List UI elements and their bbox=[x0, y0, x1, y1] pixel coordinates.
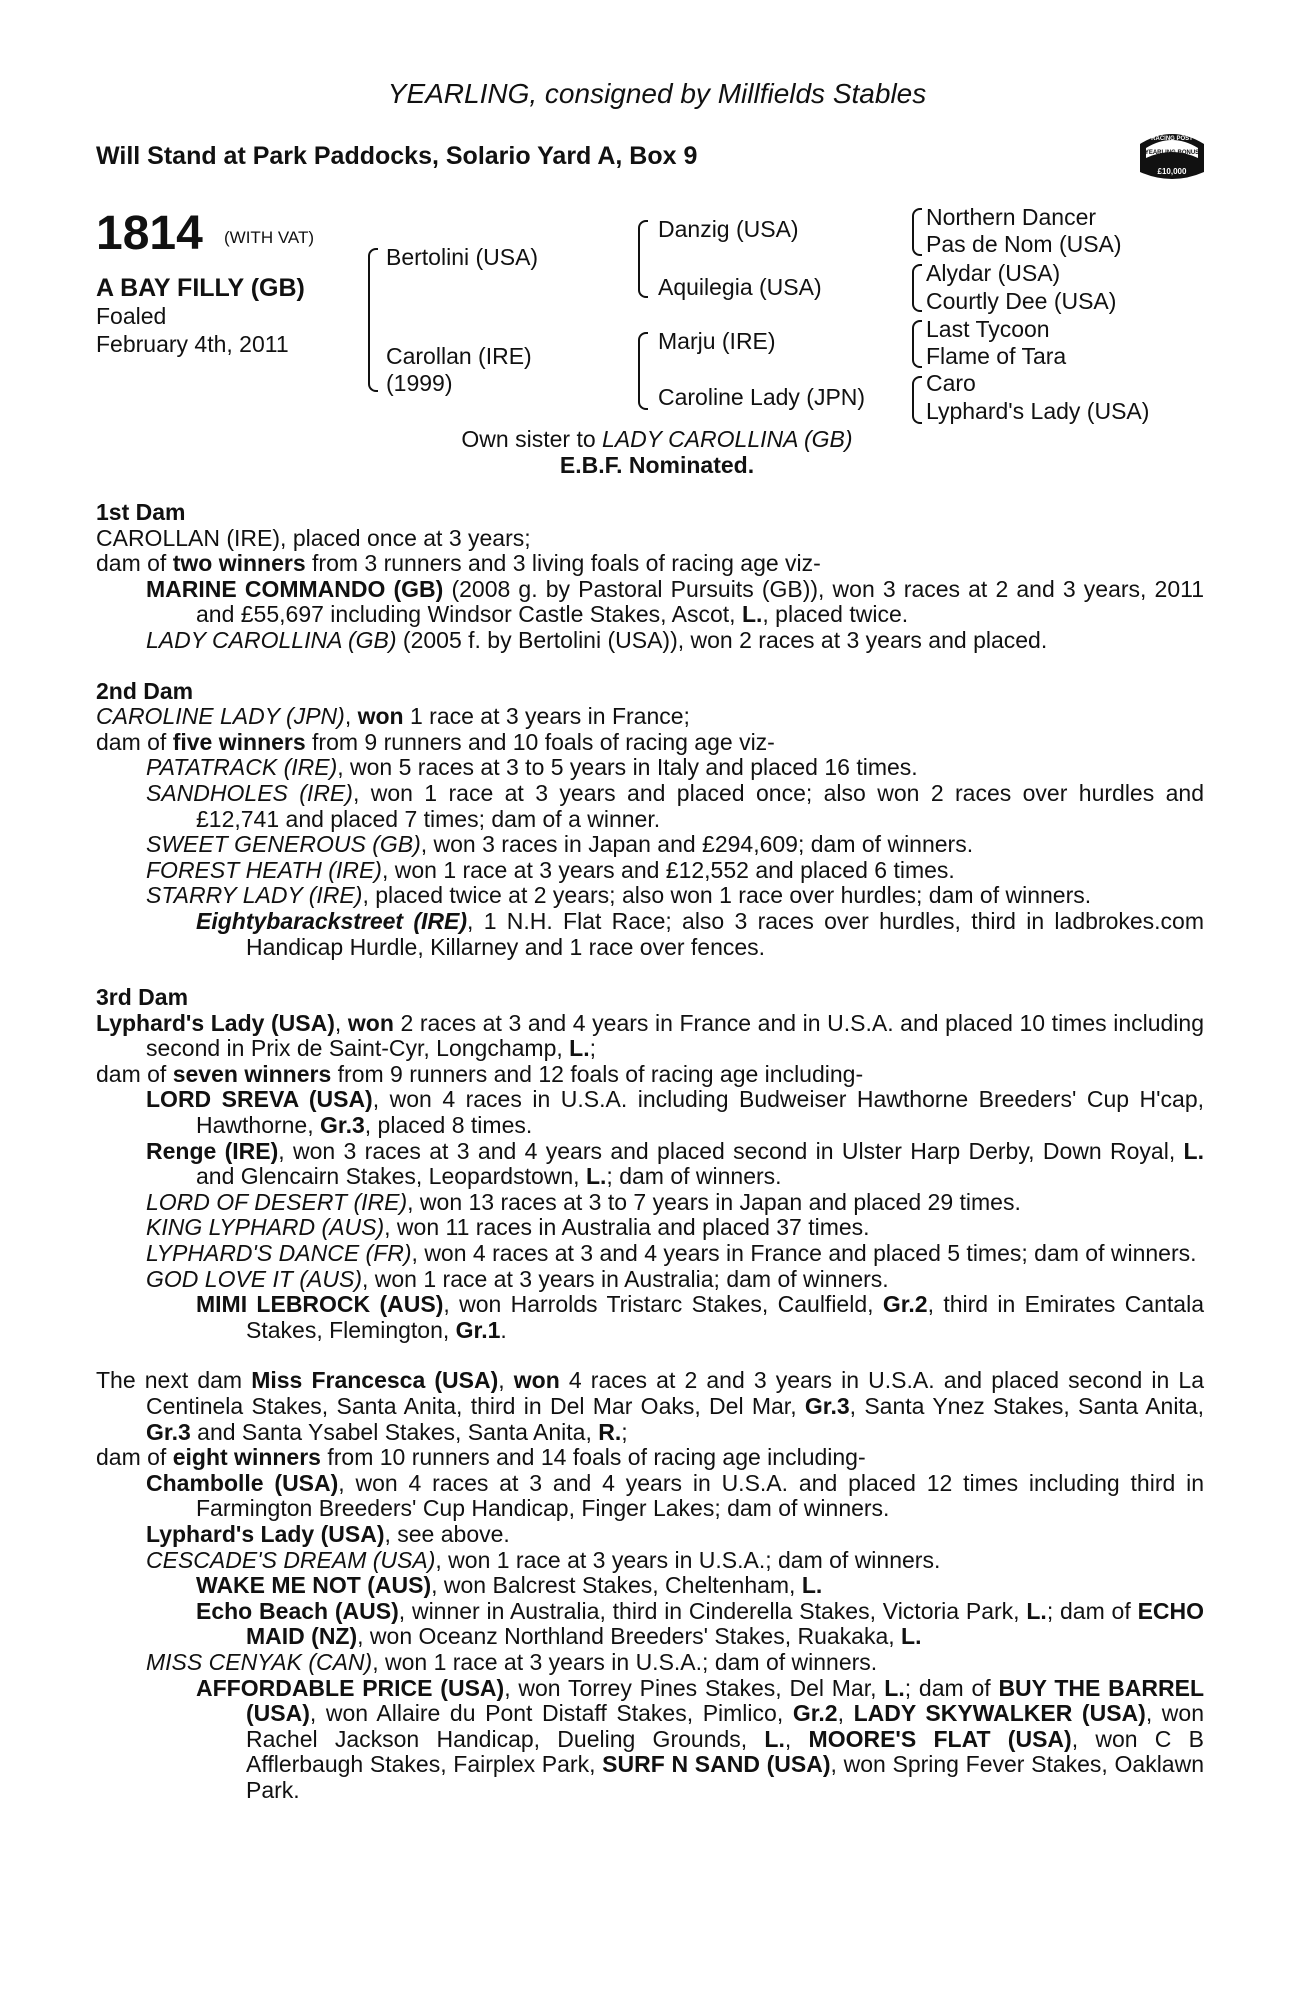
pedigree-sire-sire: Danzig (USA) bbox=[658, 216, 799, 242]
pedigree-dsd: Flame of Tara bbox=[926, 343, 1067, 369]
foaled-info bbox=[96, 302, 289, 358]
pedigree-brace-dd bbox=[912, 376, 922, 424]
dam3-progeny-desert: LORD OF DESERT (IRE), won 13 races at 3 to 7 years in Japan and placed 29 times. bbox=[146, 1188, 1021, 1215]
dam4-progeny-affordable: AFFORDABLE PRICE (USA), won Torrey Pines Stakes, Del Mar, L.; dam of BUY THE BARREL (USA), won Allaire du Pont Distaff Stakes, Pimlico, Gr.2, LADY SKYWALKER (USA), won Rachel Jackson Handicap, Dueling Grounds, L., MOORE'S FLAT (USA), won C B Afflerbaugh Stakes, Fairplex Park, SURF N SAND (USA), won Spring Fever Stakes, Oaklawn Park. bbox=[196, 1674, 1204, 1803]
dam2-progeny-sandholes: SANDHOLES (IRE), won 1 race at 3 years and placed once; also won 2 races over hurdles and £12,741 and placed 7 times; dam of a winner. bbox=[146, 779, 1204, 832]
dam4-progeny-cenyak: MISS CENYAK (CAN), won 1 race at 3 years in U.S.A.; dam of winners. bbox=[146, 1648, 878, 1675]
pedigree-sdd: Courtly Dee (USA) bbox=[926, 288, 1117, 314]
dam3-line1: Lyphard's Lady (USA), won 2 races at 3 and 4 years in France and in U.S.A. and placed 10 times including second in Prix de Saint-Cyr, Longchamp, L.; bbox=[96, 1009, 1205, 1062]
pedigree-dss: Last Tycoon bbox=[926, 316, 1050, 342]
pedigree-brace-ds bbox=[912, 320, 922, 368]
dam2-progeny-forest: FOREST HEATH (IRE), won 1 race at 3 years and £12,552 and placed 6 times. bbox=[146, 856, 955, 883]
pedigree-brace-ss bbox=[912, 208, 922, 256]
pedigree-dam-sire: Marju (IRE) bbox=[658, 328, 776, 354]
dam3-progeny-king: KING LYPHARD (AUS), won 11 races in Australia and placed 37 times. bbox=[146, 1214, 870, 1241]
yearling-bonus-logo bbox=[1136, 126, 1208, 191]
dam4-line2: dam of eight winners from 10 runners and 14 foals of racing age including- bbox=[96, 1444, 866, 1471]
pedigree-sire-dam: Aquilegia (USA) bbox=[658, 274, 822, 300]
dam4-progeny-echo: Echo Beach (AUS), winner in Australia, third in Cinderella Stakes, Victoria Park, L.; dam of ECHO MAID (NZ), won Oceanz Northland Breeders' Stakes, Ruakaka, L. bbox=[196, 1597, 1205, 1650]
catalogue-body bbox=[96, 500, 1204, 1804]
dam2-progeny-sweet: SWEET GENEROUS (GB), won 3 races in Japan and £294,609; dam of winners. bbox=[146, 831, 974, 858]
dam4-line1: The next dam Miss Francesca (USA), won 4 races at 2 and 3 years in U.S.A. and placed second in La Centinela Stakes, Santa Anita, third in Del Mar Oaks, Del Mar, Gr.3, Santa Ynez Stakes, Santa Anita, Gr.3 and Santa Ysabel Stakes, Santa Anita, R.; bbox=[96, 1367, 1205, 1445]
pedigree-brace-sire bbox=[638, 220, 648, 298]
dam2-progeny-eighty: Eightybarackstreet (IRE), 1 N.H. Flat Race; also 3 races over hurdles, third in ladbrokes.com Handicap Hurdle, Killarney and 1 race over fences. bbox=[196, 907, 1204, 960]
dam1-progeny-lady: LADY CAROLLINA (GB) (2005 f. by Bertolini (USA)), won 2 races at 3 years and placed. bbox=[146, 626, 1048, 653]
pedigree-dam: Carollan (IRE) bbox=[386, 343, 532, 369]
foaled-date: February 4th, 2011 bbox=[96, 331, 289, 357]
dam1-line1: CAROLLAN (IRE), placed once at 3 years; bbox=[96, 524, 531, 551]
dam3-progeny-sreva: LORD SREVA (USA), won 4 races in U.S.A. including Budweiser Hawthorne Breeders' Cup H'cap, Hawthorne, Gr.3, placed 8 times. bbox=[146, 1086, 1205, 1139]
pedigree-sss: Northern Dancer bbox=[926, 204, 1097, 230]
pedigree-brace-gen1 bbox=[368, 248, 378, 392]
dam3-heading: 3rd Dam bbox=[96, 984, 189, 1011]
pedigree-sire: Bertolini (USA) bbox=[386, 244, 539, 270]
pedigree-dam-year: (1999) bbox=[386, 370, 453, 396]
pedigree-brace-dam bbox=[638, 332, 648, 410]
dam3-progeny-dance: LYPHARD'S DANCE (FR), won 4 races at 3 and 4 years in France and placed 5 times; dam of winners. bbox=[146, 1240, 1197, 1267]
dam3-progeny-mimi: MIMI LEBROCK (AUS), won Harrolds Tristarc Stakes, Caulfield, Gr.2, third in Emirates Cantala Stakes, Flemington, Gr.1. bbox=[196, 1291, 1204, 1343]
sister-note: Own sister to LADY CAROLLINA (GB) bbox=[461, 426, 853, 452]
pedigree-dds: Caro bbox=[926, 370, 976, 396]
pedigree-sds: Alydar (USA) bbox=[926, 260, 1061, 286]
dam3-line2: dam of seven winners from 9 runners and 12 foals of racing age including- bbox=[96, 1060, 864, 1087]
pedigree-ssd: Pas de Nom (USA) bbox=[926, 231, 1122, 257]
dam2-line1: CAROLINE LADY (JPN), won 1 race at 3 years in France; bbox=[96, 703, 690, 730]
dam1-heading: 1st Dam bbox=[96, 499, 186, 525]
svg-text:YEARLING BONUS: YEARLING BONUS bbox=[1144, 150, 1200, 156]
foaled-label: Foaled bbox=[96, 303, 167, 329]
dam3-progeny-renge: Renge (IRE), won 3 races at 3 and 4 years and placed second in Ulster Harp Derby, Down Royal, L. and Glencairn Stakes, Leopardstown, L.; dam of winners. bbox=[146, 1137, 1204, 1190]
pedigree-ddd: Lyphard's Lady (USA) bbox=[926, 398, 1150, 424]
dam3-progeny-god: GOD LOVE IT (AUS), won 1 race at 3 years in Australia; dam of winners. bbox=[146, 1265, 889, 1292]
lot-description: A BAY FILLY (GB) bbox=[96, 274, 305, 302]
page-title: YEARLING, consigned by Millfields Stables bbox=[387, 78, 927, 109]
dam1-progeny-marine: MARINE COMMANDO (GB) (2008 g. by Pastoral Pursuits (GB)), won 3 races at 2 and 3 years, 2011 and £55,697 including Windsor Castle Stakes, Ascot, L., placed twice. bbox=[146, 575, 1204, 628]
dam4-progeny-chambolle: Chambolle (USA), won 4 races at 3 and 4 years in U.S.A. and placed 12 times including third in Farmington Breeders' Cup Handicap, Finger Lakes; dam of winners. bbox=[146, 1469, 1205, 1522]
svg-text:RACING POST: RACING POST bbox=[1151, 136, 1193, 142]
ebf-note: E.B.F. Nominated. bbox=[559, 452, 755, 478]
lot-number: 1814 bbox=[96, 207, 203, 260]
dam4-progeny-cescade: CESCADE'S DREAM (USA), won 1 race at 3 years in U.S.A.; dam of winners. bbox=[146, 1546, 941, 1573]
stand-location: Will Stand at Park Paddocks, Solario Yard A, Box 9 bbox=[96, 142, 698, 170]
pedigree-brace-sd bbox=[912, 264, 922, 312]
dam2-heading: 2nd Dam bbox=[96, 677, 194, 704]
pedigree-dam-dam: Caroline Lady (JPN) bbox=[658, 384, 866, 410]
dam2-progeny-patatrack: PATATRACK (IRE), won 5 races at 3 to 5 years in Italy and placed 16 times. bbox=[146, 754, 918, 781]
dam1-line2: dam of two winners from 3 runners and 3 living foals of racing age viz- bbox=[96, 550, 821, 577]
dam2-line2: dam of five winners from 9 runners and 10 foals of racing age viz- bbox=[96, 728, 775, 755]
dam2-progeny-starry: STARRY LADY (IRE), placed twice at 2 years; also won 1 race over hurdles; dam of winners. bbox=[146, 882, 1092, 909]
dam4-progeny-wake: WAKE ME NOT (AUS), won Balcrest Stakes, Cheltenham, L. bbox=[196, 1572, 823, 1599]
yearling-bonus-badge-icon bbox=[1136, 126, 1208, 186]
dam4-progeny-lyphard: Lyphard's Lady (USA), see above. bbox=[146, 1520, 510, 1547]
svg-text:£10,000: £10,000 bbox=[1157, 167, 1187, 176]
vat-label: (WITH VAT) bbox=[224, 228, 315, 247]
